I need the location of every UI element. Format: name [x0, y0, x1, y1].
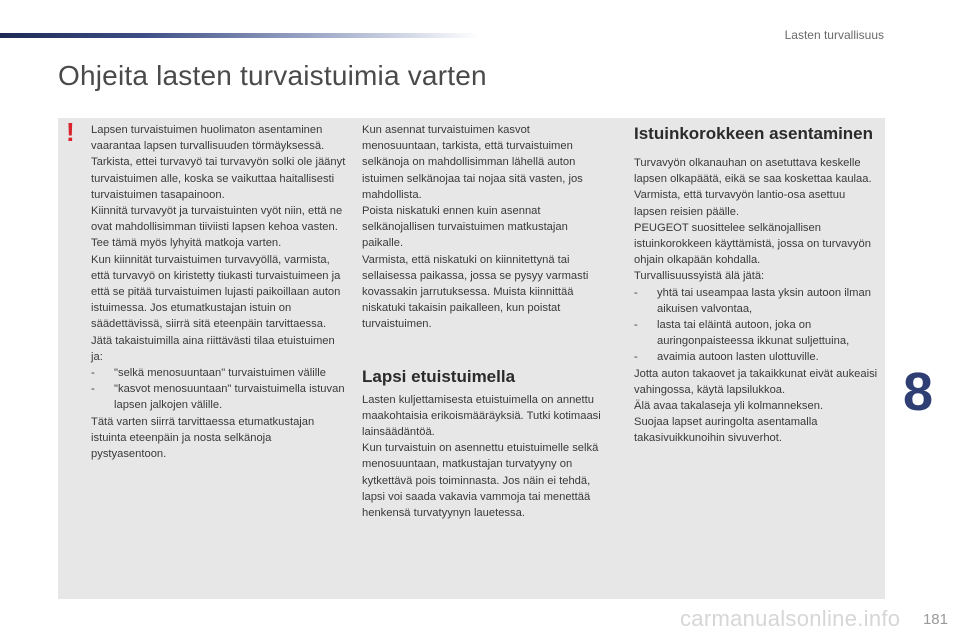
paragraph: Varmista, että niskatuki on kiinnitettynä tai sellaisessa paikassa, jossa se pysyy varmasti kovassakin jarrutuksessa. Muista kiinnittää niskatuki takaisin paikalleen, kun poistat turvaistuimen. [362, 253, 589, 331]
page-number: 181 [922, 611, 948, 628]
paragraph: Tarkista, ettei turvavyö tai turvavyön solki ole jäänyt turvaistuimen alle, koska se vaikuttaa haitallisesti turvaistuimen tasapainoon. [91, 156, 346, 201]
header-accent-bar [0, 33, 480, 38]
paragraph: Turvavyön olkanauhan on asetuttava keskelle lapsen olkapäätä, eikä se saa koskettaa kaulaa. [634, 157, 872, 186]
list-item [91, 365, 346, 381]
page-title: Ohjeita lasten turvaistuimia varten [58, 60, 487, 91]
paragraph: Jotta auton takaovet ja takaikkunat eivät aukeaisi vahingossa, käytä lapsilukkoa. [634, 367, 878, 396]
list-dash: - [91, 383, 95, 396]
paragraph: Kun kiinnität turvaistuimen turvavyöllä, varmista, että turvavyö on kiristetty tiukasti turvaistuimeen ja että se pitää turvaistuimen lujasti paikoillaan auton istuimessa. Jos etumatkustajan istuin on säädettävissä, siirrä sitä eteenpäin tarvittaessa. [91, 253, 341, 331]
list-dash: - [634, 286, 638, 299]
safety-list [634, 285, 879, 366]
list-item-text: lasta tai eläintä autoon, joka on auringonpaisteessa ikkunat suljettuina, [657, 319, 850, 348]
list-dash: - [634, 351, 638, 364]
list-dash: - [634, 319, 638, 332]
paragraph: Turvallisuussyistä älä jätä: [634, 270, 765, 283]
paragraph: Suojaa lapset auringolta asentamalla takasivuikkunoihin sivuverhot. [634, 416, 818, 445]
column-warnings [91, 122, 346, 462]
heading-booster-seat: Istuinkorokkeen asentaminen [634, 124, 874, 143]
list-item [91, 381, 346, 413]
list-item-text: "selkä menosuuntaan" turvaistuimen välille [114, 367, 326, 380]
paragraph: Kun turvaistuin on asennettu etuistuimelle selkä menosuuntaan, matkustajan turvatyyny on kytkettävä pois toiminnasta. Jos näin ei tehdä, lapsi voi saada vakavia vammoja tai menettää henkensä turvatyynyn lauetessa. [362, 442, 599, 520]
list-item-text: yhtä tai useampaa lasta yksin autoon ilman aikuisen valvontaa, [657, 286, 871, 315]
paragraph: Jätä takaistuimilla aina riittävästi tilaa etuistuimen ja: [91, 334, 335, 363]
list-item [634, 285, 879, 317]
space-list [91, 365, 346, 414]
paragraph: Lapsen turvaistuimen huolimaton asentaminen vaarantaa lapsen turvallisuuden törmäyksessä. [91, 124, 325, 153]
list-item-text: avaimia autoon lasten ulottuville. [657, 351, 819, 364]
column-booster [634, 122, 879, 447]
watermark: carmanualsonline.info [680, 606, 901, 631]
section-label: Lasten turvallisuus [784, 28, 884, 42]
list-item [634, 317, 879, 349]
paragraph: Varmista, että turvavyön lantio-osa asettuu lapsen reisien päälle. [634, 189, 846, 218]
paragraph: Älä avaa takalaseja yli kolmanneksen. [634, 400, 824, 413]
heading-front-seat: Lapsi etuistuimella [362, 366, 516, 386]
paragraph: Lasten kuljettamisesta etuistuimella on annettu maakohtaisia erikoismääräyksiä. Tutki kotimaasi lainsäädäntöä. [362, 393, 601, 439]
chapter-number: 8 [903, 362, 934, 422]
list-item [634, 349, 879, 365]
paragraph: Kiinnitä turvavyöt ja turvaistuinten vyöt niin, että ne ovat mahdollisimman tiiviisti lapsen kehoa vasten. Tee tämä myös lyhyitä matkoja varten. [91, 205, 343, 250]
column-installation [362, 122, 610, 521]
list-item-text: "kasvot menosuuntaan" turvaistuimella istuvan lapsen jalkojen välille. [114, 383, 345, 412]
paragraph: PEUGEOT suosittelee selkänojallisen istuinkorokkeen käyttämistä, jossa on turvavyön ohjain olkapään kohdalla. [634, 221, 871, 267]
paragraph: Kun asennat turvaistuimen kasvot menosuuntaan, tarkista, että turvaistuimen selkänoja on mahdollisimman lähellä auton istuimen selkänojaa tai nojaa sitä vasten, jos mahdollista. [362, 124, 583, 201]
list-dash: - [91, 367, 95, 380]
paragraph: Poista niskatuki ennen kuin asennat selkänojallisen turvaistuimen matkustajan paikalle. [362, 205, 568, 250]
warning-exclamation-icon: ! [66, 117, 75, 147]
paragraph: Tätä varten siirrä tarvittaessa etumatkustajan istuinta eteenpäin ja nosta selkänoja pystyasentoon. [91, 415, 315, 461]
